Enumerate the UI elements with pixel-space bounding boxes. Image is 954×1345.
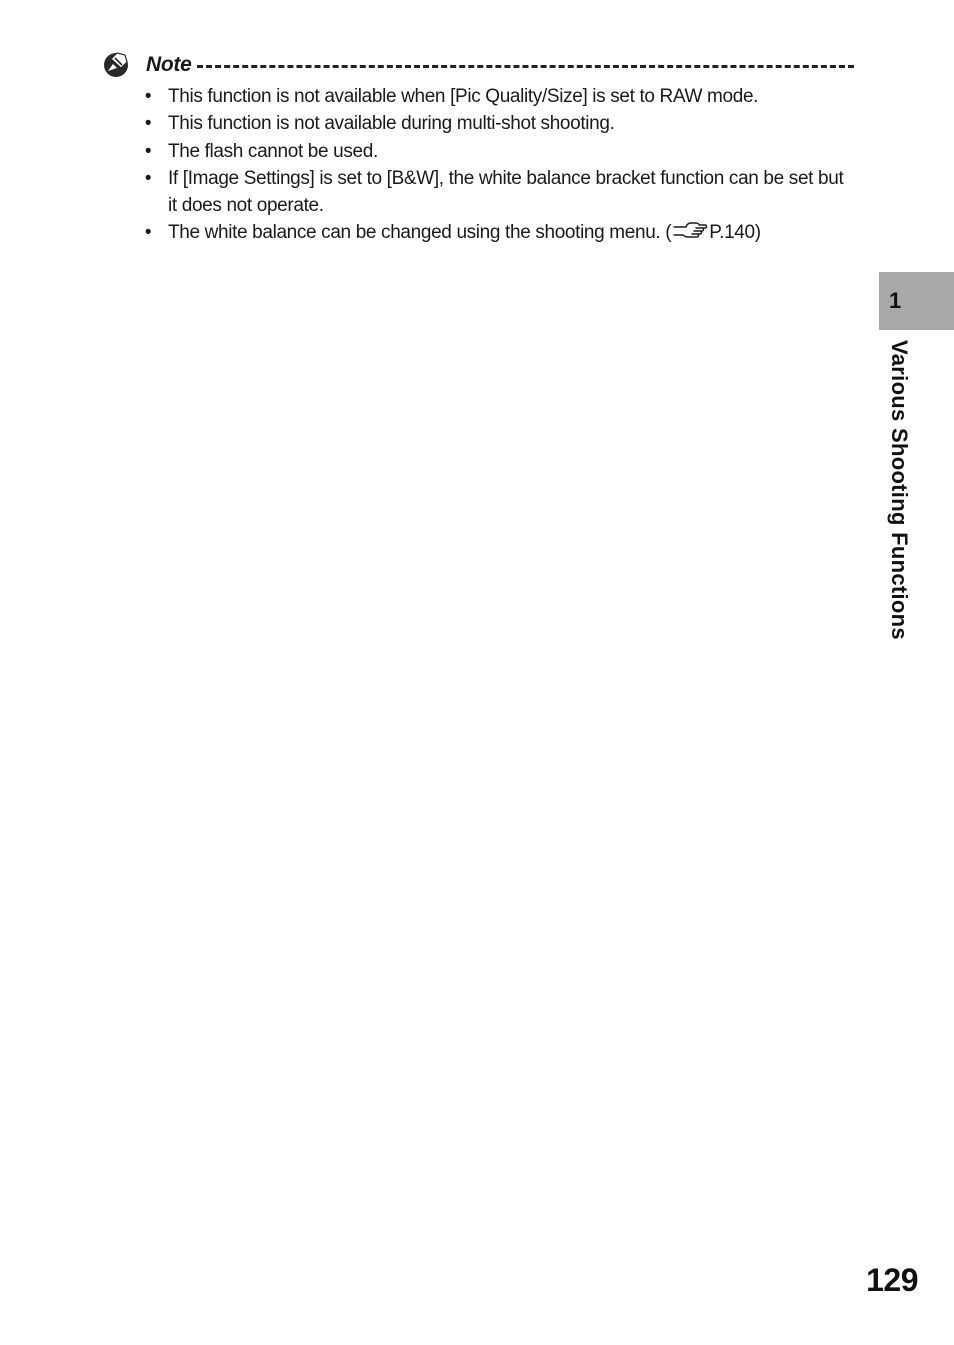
pointing-hand-icon [672, 221, 708, 241]
chapter-title: Various Shooting Functions [887, 340, 912, 640]
list-item-text: This function is not available when [Pic Quality/Size] is set to RAW mode. [168, 86, 759, 107]
bullet: • [144, 167, 152, 189]
bullet: • [144, 113, 152, 135]
chapter-tab [879, 272, 954, 330]
list-item-text: If [Image Settings] is set to [B&W], the white balance bracket function can be set but it does not operate. [168, 167, 844, 217]
list-item [142, 110, 854, 137]
list-item [142, 165, 854, 220]
page-number: 129 [866, 1262, 918, 1298]
bullet: • [144, 140, 152, 162]
note-dashed-rule [197, 65, 854, 68]
page-reference-link[interactable]: P.140 [709, 222, 755, 244]
bullet: • [144, 222, 152, 244]
note-pencil-icon [102, 50, 130, 78]
note-header [102, 48, 854, 80]
list-item [142, 219, 854, 246]
list-item-text: The white balance can be changed using the shooting menu. ( [168, 222, 672, 244]
list-item-text: This function is not available during multi-shot shooting. [168, 113, 615, 135]
list-item-text: The flash cannot be used. [168, 140, 378, 162]
chapter-number: 1 [889, 288, 902, 313]
list-item [142, 83, 854, 110]
note-title: Note [146, 52, 192, 76]
note-list [142, 83, 854, 247]
list-item [142, 138, 854, 165]
bullet: • [144, 86, 152, 107]
list-item-text-end: ) [754, 222, 761, 244]
